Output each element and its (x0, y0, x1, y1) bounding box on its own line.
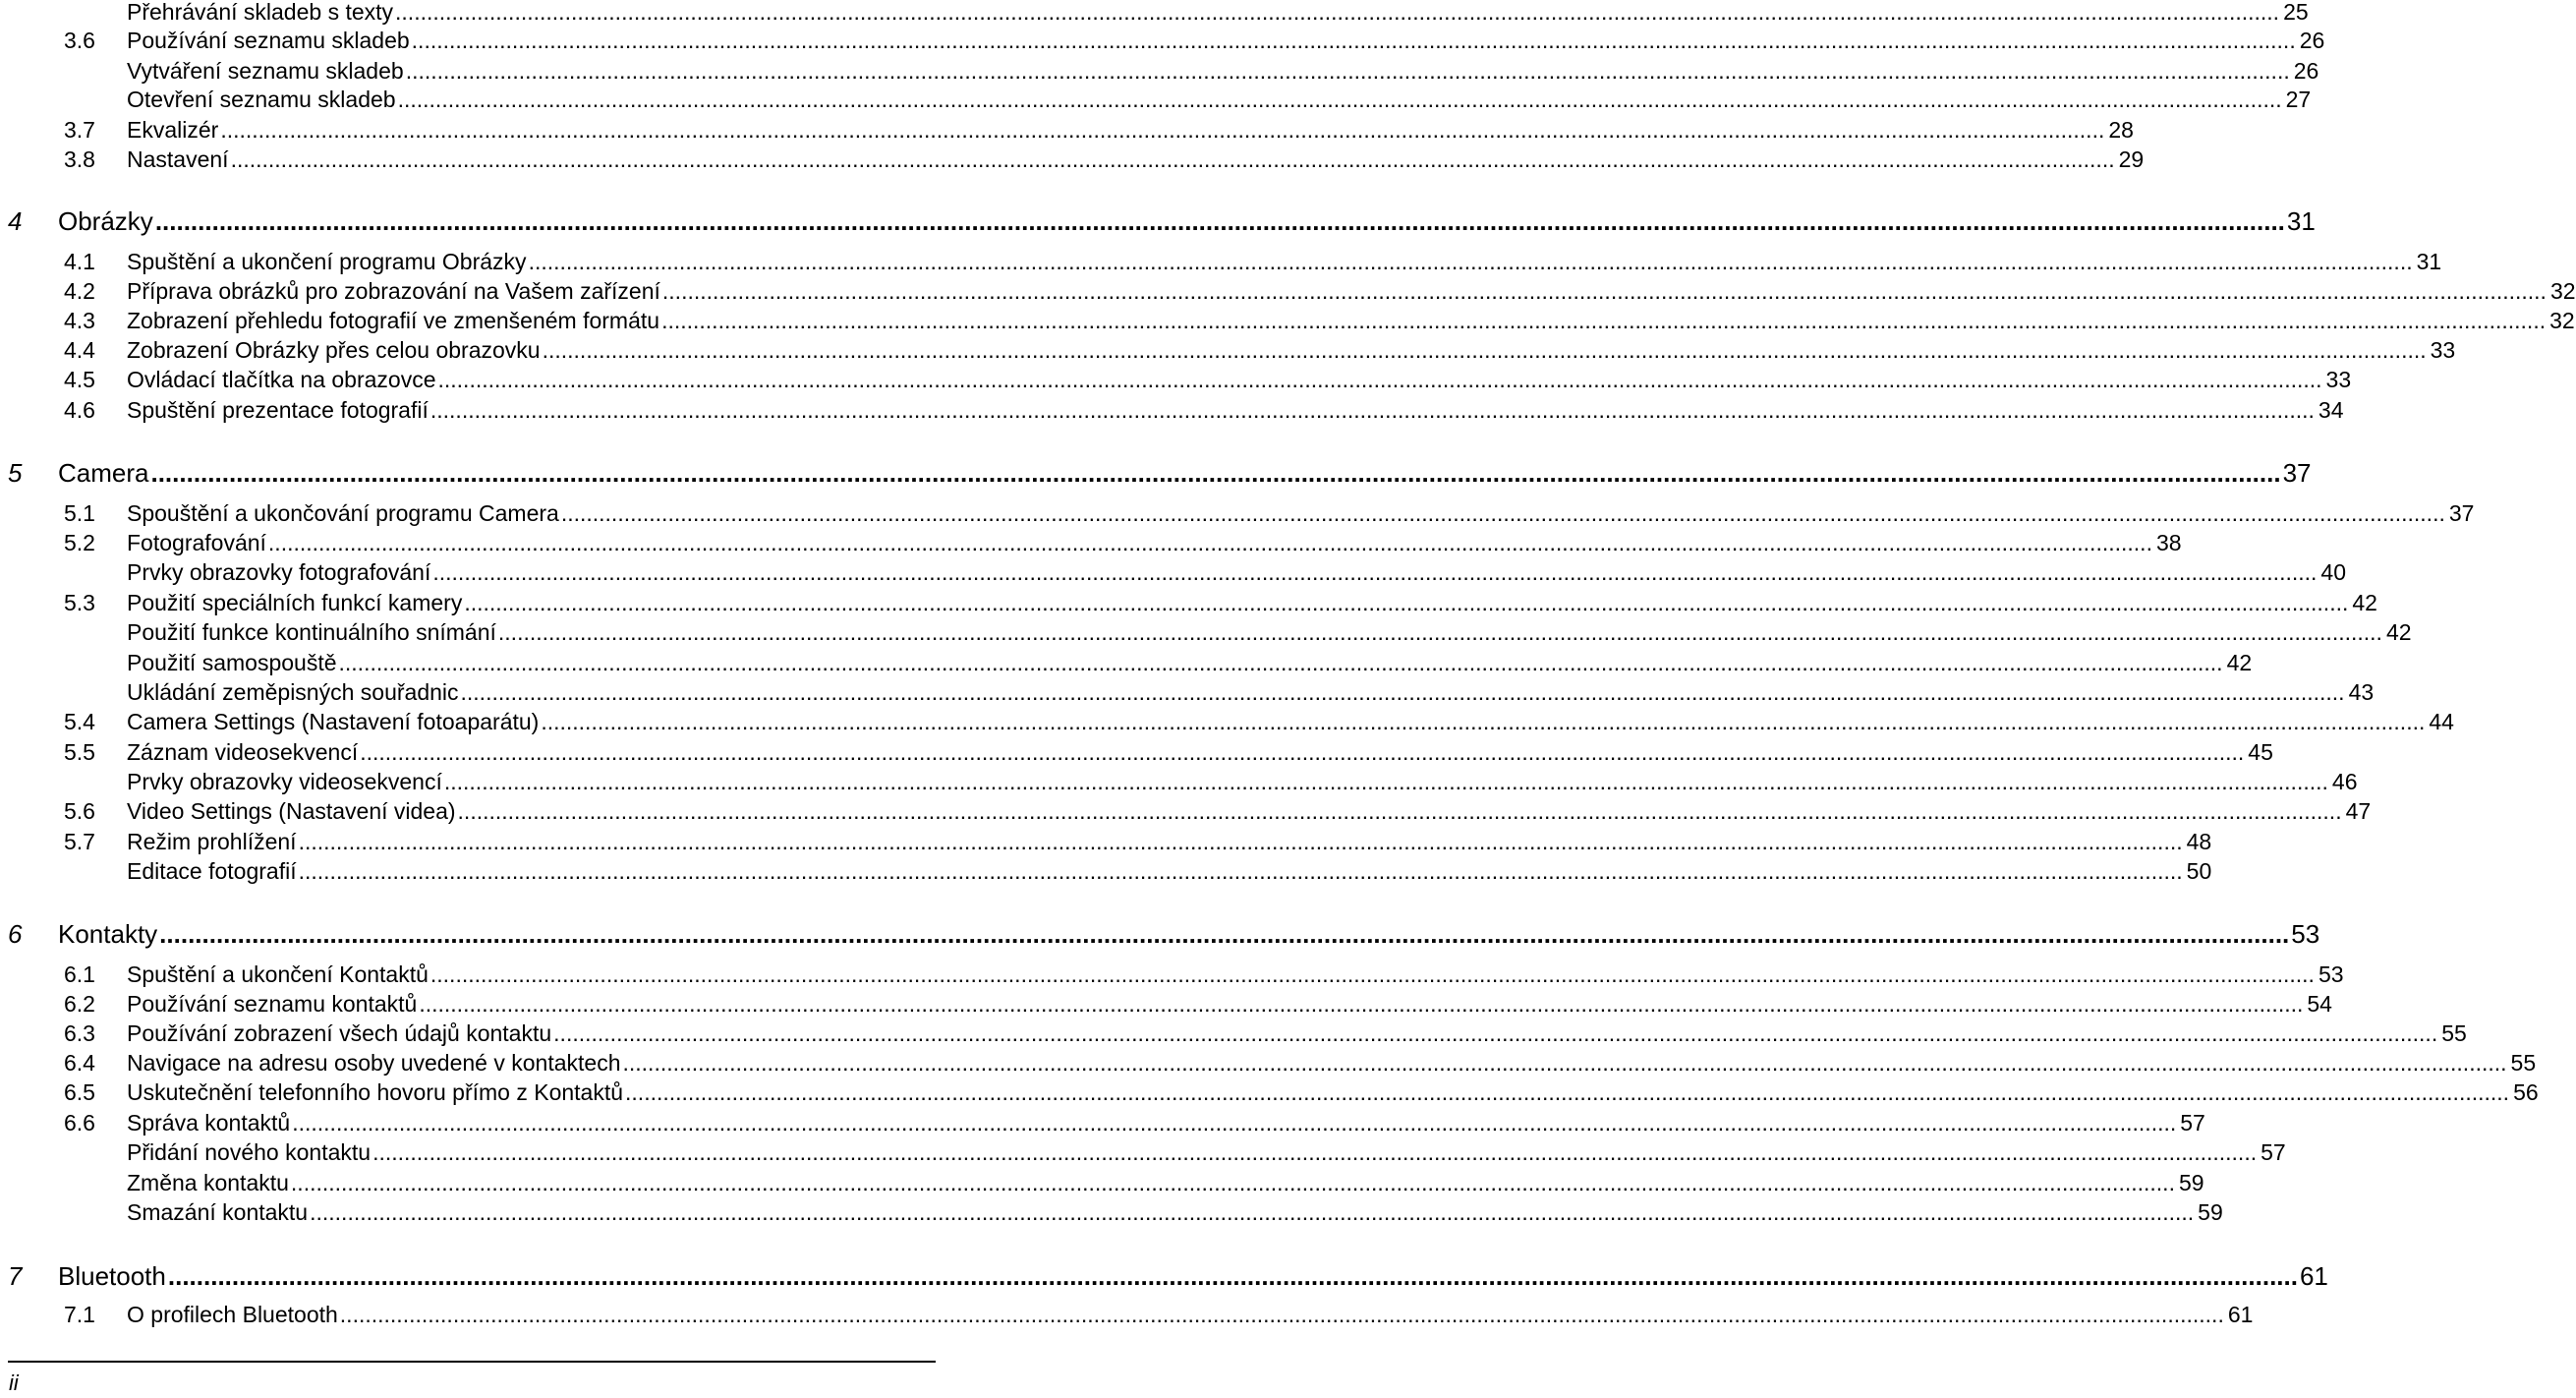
toc-entry[interactable] (0, 365, 2352, 394)
toc-leader-dots: ............................................................................................................................................................................................................................................................................................................ (397, 87, 2282, 112)
toc-page-number: 27 (2285, 87, 2312, 112)
toc-leader-dots: ............................................................................................................................................................................................................................................................................................................ (267, 530, 2152, 555)
toc-entry[interactable] (0, 145, 2145, 174)
toc-entry[interactable] (0, 335, 2456, 365)
toc-section-number: 6.3 (64, 1020, 95, 1046)
toc-leader-dots: ............................................................................................................................................................................................................................................................................................................ (553, 1020, 2438, 1046)
toc-section-number: 3.6 (64, 28, 95, 53)
toc-page-number: 44 (2429, 709, 2454, 734)
toc-section-number: 7 (8, 1261, 23, 1291)
toc-title: Používání seznamu skladeb (127, 28, 410, 53)
toc-entry[interactable] (0, 588, 2377, 617)
toc-title: O profilech Bluetooth (127, 1302, 338, 1327)
toc-leader-dots: ............................................................................................................................................................................................................................................................................................................ (154, 206, 2285, 236)
toc-section-number: 5 (8, 458, 23, 488)
toc-leader-dots: ............................................................................................................................................................................................................................................................................................................ (360, 739, 2245, 765)
toc-page-number: 61 (2227, 1302, 2254, 1327)
toc-page-number: 56 (2513, 1079, 2539, 1105)
toc-entry[interactable] (0, 767, 2358, 796)
toc-page-number: 47 (2345, 798, 2372, 824)
toc-page-number: 31 (2286, 206, 2316, 236)
toc-title: Vytváření seznamu skladeb (127, 58, 404, 84)
toc-page-number: 50 (2186, 858, 2212, 884)
toc-page-number: 59 (2198, 1199, 2223, 1225)
toc-leader-dots: ............................................................................................................................................................................................................................................................................................................ (411, 28, 2296, 53)
toc-entry[interactable] (0, 737, 2273, 767)
toc-entry[interactable] (0, 276, 2576, 306)
toc-entry[interactable] (0, 247, 2442, 276)
toc-section-number: 6 (8, 919, 23, 949)
toc-title: Navigace na adresu osoby uvedené v kontaktech (127, 1050, 621, 1076)
toc-title: Video Settings (Nastavení videa) (127, 798, 456, 824)
toc-leader-dots: ............................................................................................................................................................................................................................................................................................................ (150, 458, 2281, 488)
toc-chapter[interactable] (0, 1258, 2328, 1294)
toc-section-number: 5.3 (64, 590, 95, 615)
toc-page-number: 26 (2293, 58, 2319, 84)
toc-entry[interactable] (0, 56, 2319, 86)
toc-entry[interactable] (0, 115, 2134, 145)
toc-leader-dots: ............................................................................................................................................................................................................................................................................................................ (230, 146, 2115, 172)
toc-chapter[interactable] (0, 916, 2320, 952)
toc-section-number: 4.2 (64, 278, 95, 304)
toc-page-number: 42 (2352, 590, 2377, 615)
toc-page-number: 57 (2261, 1139, 2286, 1165)
toc-section-number: 5.2 (64, 530, 95, 555)
toc-title: Uskutečnění telefonního hovoru přímo z Kontaktů (127, 1079, 624, 1105)
toc-section-number: 7.1 (64, 1302, 95, 1327)
toc-title: Spuštění a ukončení programu Obrázky (127, 249, 527, 274)
toc-chapter[interactable] (0, 455, 2312, 491)
toc-page-number: 57 (2180, 1110, 2205, 1136)
toc-leader-dots: ............................................................................................................................................................................................................................................................................................................ (419, 991, 2304, 1017)
toc-title: Prvky obrazovky videosekvencí (127, 769, 442, 794)
toc-section-number: 5.7 (64, 829, 95, 854)
toc-title: Režim prohlížení (127, 829, 297, 854)
toc-section-number: 3.8 (64, 146, 95, 172)
toc-section-number: 6.5 (64, 1079, 95, 1105)
toc-page-number: 25 (2283, 0, 2309, 25)
toc-title: Ovládací tlačítka na obrazovce (127, 367, 436, 392)
toc-title: Editace fotografií (127, 858, 297, 884)
toc-title: Nastavení (127, 146, 229, 172)
toc-page-number: 29 (2118, 146, 2145, 172)
toc-leader-dots: ............................................................................................................................................................................................................................................................................................................ (437, 367, 2322, 392)
toc-leader-dots: ............................................................................................................................................................................................................................................................................................................ (167, 1261, 2298, 1291)
toc-entry[interactable] (0, 1048, 2537, 1078)
toc-entry[interactable] (0, 1137, 2286, 1167)
toc-entry[interactable] (0, 960, 2344, 989)
toc-title: Bluetooth (58, 1261, 166, 1291)
toc-entry[interactable] (0, 827, 2212, 856)
toc-leader-dots: ............................................................................................................................................................................................................................................................................................................ (625, 1079, 2510, 1105)
toc-section-number: 5.6 (64, 798, 95, 824)
toc-title: Camera Settings (Nastavení fotoaparátu) (127, 709, 540, 734)
toc-entry[interactable] (0, 528, 2182, 557)
toc-title: Přehrávání skladeb s texty (127, 0, 394, 25)
toc-section-number: 4.4 (64, 337, 95, 363)
toc-section-number: 4.1 (64, 249, 95, 274)
toc-leader-dots: ............................................................................................................................................................................................................................................................................................................ (661, 278, 2547, 304)
toc-title: Použití speciálních funkcí kamery (127, 590, 463, 615)
toc-leader-dots: ............................................................................................................................................................................................................................................................................................................ (497, 619, 2382, 645)
toc-leader-dots: ............................................................................................................................................................................................................................................................................................................ (464, 590, 2349, 615)
toc-section-number: 5.1 (64, 500, 95, 526)
toc-page-number: 37 (2448, 500, 2475, 526)
toc-entry[interactable] (0, 306, 2575, 335)
toc-page-number: 53 (2291, 919, 2320, 949)
toc-title: Camera (58, 458, 149, 488)
toc-section-number: 5.5 (64, 739, 95, 765)
toc-section-number: 4.6 (64, 397, 95, 423)
toc-section-number: 4.3 (64, 308, 95, 333)
toc-title: Kontakty (58, 919, 158, 949)
toc-entry[interactable] (0, 677, 2375, 707)
toc-leader-dots: ............................................................................................................................................................................................................................................................................................................ (159, 919, 2290, 949)
toc-entry[interactable] (0, 1019, 2467, 1048)
toc-title: Otevření seznamu skladeb (127, 87, 396, 112)
toc-page-number: 46 (2331, 769, 2358, 794)
toc-title: Změna kontaktu (127, 1170, 289, 1195)
toc-page-number: 48 (2186, 829, 2212, 854)
toc-leader-dots: ............................................................................................................................................................................................................................................................................................................ (405, 58, 2290, 84)
toc-title: Spuštění a ukončení Kontaktů (127, 961, 429, 987)
toc-title: Fotografování (127, 530, 266, 555)
toc-entry[interactable] (0, 707, 2454, 736)
toc-leader-dots: ............................................................................................................................................................................................................................................................................................................ (220, 117, 2105, 143)
footer-page-number: ii (9, 1370, 19, 1395)
toc-section-number: 6.6 (64, 1110, 95, 1136)
toc-entry[interactable] (0, 617, 2412, 647)
toc-page-number: 42 (2385, 619, 2412, 645)
toc-title: Správa kontaktů (127, 1110, 291, 1136)
toc-section-number: 3.7 (64, 117, 95, 143)
toc-page-number: 33 (2325, 367, 2352, 392)
toc-entry[interactable] (0, 648, 2253, 677)
toc-entry[interactable] (0, 1300, 2254, 1329)
toc-section-number: 6.4 (64, 1050, 95, 1076)
toc-entry[interactable] (0, 85, 2312, 114)
toc-title: Obrázky (58, 206, 153, 236)
toc-title: Spouštění a ukončování programu Camera (127, 500, 559, 526)
toc-title: Smazání kontaktu (127, 1199, 309, 1225)
toc-leader-dots: ............................................................................................................................................................................................................................................................................................................ (290, 1170, 2175, 1195)
toc-leader-dots: ............................................................................................................................................................................................................................................................................................................ (429, 397, 2315, 423)
toc-page-number: 26 (2299, 28, 2325, 53)
toc-leader-dots: ............................................................................................................................................................................................................................................................................................................ (372, 1139, 2258, 1165)
toc-page-number: 28 (2108, 117, 2134, 143)
toc-entry[interactable] (0, 1168, 2204, 1197)
toc-leader-dots: ............................................................................................................................................................................................................................................................................................................ (298, 829, 2183, 854)
toc-title: Přidání nového kontaktu (127, 1139, 372, 1165)
toc-section-number: 6.2 (64, 991, 95, 1017)
toc-leader-dots: ............................................................................................................................................................................................................................................................................................................ (528, 249, 2413, 274)
toc-title: Spuštění prezentace fotografií (127, 397, 429, 423)
toc-title: Ekvalizér (127, 117, 219, 143)
toc-title: Používání zobrazení všech údajů kontaktu (127, 1020, 552, 1046)
toc-entry[interactable] (0, 557, 2347, 587)
toc-entry[interactable] (0, 1108, 2205, 1137)
toc-page-number: 31 (2416, 249, 2442, 274)
toc-page-number: 42 (2226, 650, 2253, 675)
toc-page-number: 38 (2155, 530, 2182, 555)
toc-leader-dots: ............................................................................................................................................................................................................................................................................................................ (661, 308, 2547, 333)
toc-entry[interactable] (0, 1197, 2223, 1227)
toc-entry[interactable] (0, 856, 2212, 886)
toc-leader-dots: ............................................................................................................................................................................................................................................................................................................ (429, 961, 2315, 987)
toc-entry[interactable] (0, 0, 2309, 27)
toc-leader-dots: ............................................................................................................................................................................................................................................................................................................ (622, 1050, 2507, 1076)
toc-leader-dots: ............................................................................................................................................................................................................................................................................................................ (339, 1302, 2224, 1327)
footer-rule (8, 1361, 936, 1363)
toc-leader-dots: ............................................................................................................................................................................................................................................................................................................ (542, 337, 2427, 363)
toc-page-number: 40 (2320, 559, 2347, 585)
toc-leader-dots: ............................................................................................................................................................................................................................................................................................................ (292, 1110, 2177, 1136)
toc-page-number: 33 (2430, 337, 2456, 363)
toc-leader-dots: ............................................................................................................................................................................................................................................................................................................ (338, 650, 2223, 675)
toc-entry[interactable] (0, 989, 2332, 1019)
toc-page-number: 55 (2441, 1020, 2467, 1046)
toc-leader-dots: ............................................................................................................................................................................................................................................................................................................ (443, 769, 2328, 794)
toc-leader-dots: ............................................................................................................................................................................................................................................................................................................ (460, 679, 2345, 705)
toc-leader-dots: ............................................................................................................................................................................................................................................................................................................ (541, 709, 2426, 734)
toc-section-number: 4.5 (64, 367, 95, 392)
toc-title: Použití funkce kontinuálního snímání (127, 619, 496, 645)
toc-leader-dots: ............................................................................................................................................................................................................................................................................................................ (395, 0, 2280, 25)
toc-entry[interactable] (0, 796, 2372, 826)
toc-entry[interactable] (0, 1078, 2539, 1107)
toc-page-number: 55 (2510, 1050, 2537, 1076)
toc-chapter[interactable] (0, 204, 2316, 239)
toc-leader-dots: ............................................................................................................................................................................................................................................................................................................ (457, 798, 2342, 824)
toc-section-number: 5.4 (64, 709, 95, 734)
toc-page-number: 45 (2248, 739, 2273, 765)
toc-title: Příprava obrázků pro zobrazování na Vašem zařízení (127, 278, 660, 304)
toc-entry[interactable] (0, 395, 2344, 425)
toc-entry[interactable] (0, 26, 2325, 55)
toc-leader-dots: ............................................................................................................................................................................................................................................................................................................ (310, 1199, 2195, 1225)
toc-title: Používání seznamu kontaktů (127, 991, 418, 1017)
toc-page-number: 54 (2307, 991, 2332, 1017)
toc-title: Zobrazení přehledu fotografií ve zmenšeném formátu (127, 308, 660, 333)
toc-section-number: 4 (8, 206, 23, 236)
toc-page-number: 32 (2549, 308, 2575, 333)
toc-page-number: 59 (2178, 1170, 2204, 1195)
toc-page-number: 37 (2282, 458, 2312, 488)
toc-title: Zobrazení Obrázky přes celou obrazovku (127, 337, 541, 363)
toc-page-number: 43 (2348, 679, 2375, 705)
toc-page-number: 32 (2549, 278, 2576, 304)
toc-page-number: 34 (2318, 397, 2344, 423)
toc-leader-dots: ............................................................................................................................................................................................................................................................................................................ (298, 858, 2183, 884)
toc-page-number: 61 (2299, 1261, 2328, 1291)
toc-entry[interactable] (0, 498, 2475, 528)
toc-leader-dots: ............................................................................................................................................................................................................................................................................................................ (432, 559, 2318, 585)
toc-leader-dots: ............................................................................................................................................................................................................................................................................................................ (560, 500, 2445, 526)
toc-section-number: 6.1 (64, 961, 95, 987)
toc-title: Použití samospouště (127, 650, 337, 675)
toc-page-number: 53 (2318, 961, 2344, 987)
toc-title: Prvky obrazovky fotografování (127, 559, 431, 585)
toc-title: Záznam videosekvencí (127, 739, 359, 765)
toc-title: Ukládání zeměpisných souřadnic (127, 679, 459, 705)
